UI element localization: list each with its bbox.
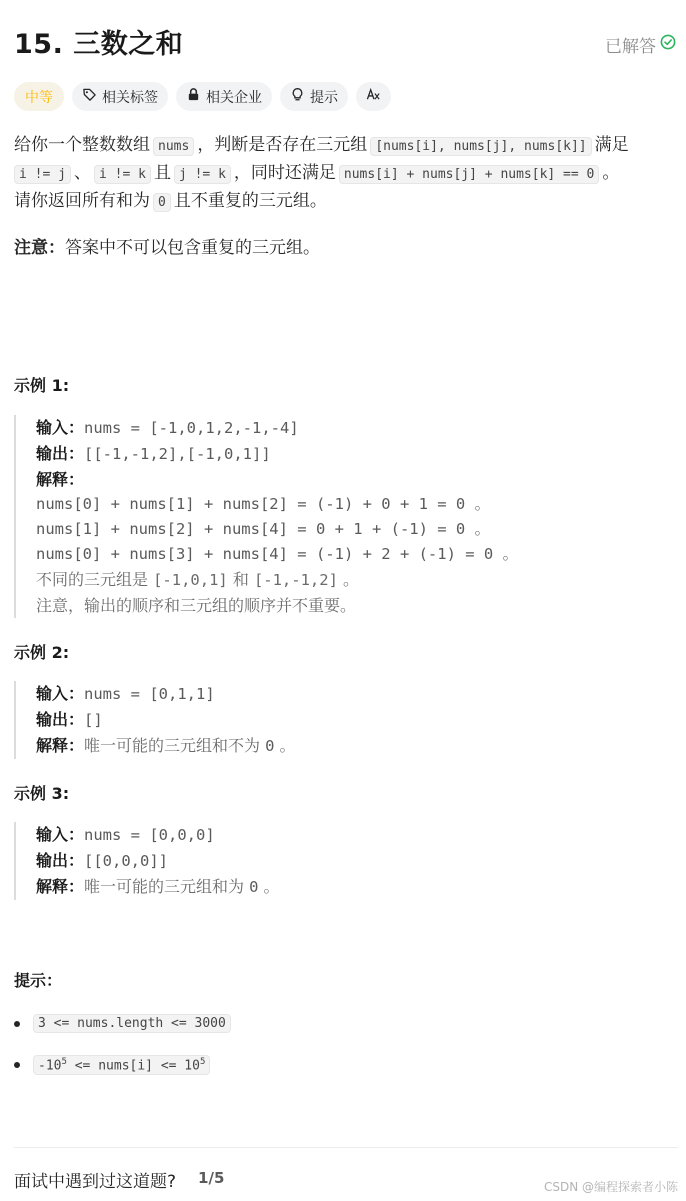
constraint-code: 3 <= nums.length <= 3000: [33, 1014, 231, 1033]
explain-order-note: 注意，输出的顺序和三元组的顺序并不重要。: [36, 596, 357, 615]
constraints-heading: 提示：: [14, 971, 63, 990]
watermark: CSDN @编程探索者小陈: [543, 1180, 678, 1194]
explain-line: nums[1] + nums[2] + nums[4] = 0 + 1 + (-1) = 0 。: [36, 520, 491, 538]
desc-text: 且不重复的三元组。: [173, 191, 327, 211]
exponent: 5: [61, 1057, 67, 1067]
inline-code: nums[i] + nums[j] + nums[k] == 0: [339, 165, 599, 184]
hint-button[interactable]: [280, 82, 348, 111]
example-2-block: [14, 681, 296, 759]
desc-text: 且: [153, 163, 171, 183]
solved-status: [605, 32, 676, 57]
explain-code: 0: [265, 737, 275, 755]
explain-code: [-1,0,1]: [153, 571, 228, 589]
constraint-code: [33, 1055, 210, 1075]
tag-row: [14, 82, 391, 111]
check-circle-icon: [660, 34, 676, 55]
inline-code: i != j: [14, 165, 71, 184]
interview-count: 1/5: [198, 1169, 225, 1187]
related-companies-label: 相关企业: [206, 89, 262, 106]
desc-text: 、: [73, 163, 91, 183]
explain-text: 和: [227, 570, 254, 589]
output-value: [[-1,-1,2],[-1,0,1]]: [84, 445, 271, 463]
inline-code: [nums[i], nums[j], nums[k]]: [370, 137, 591, 156]
explain-line: nums[0] + nums[1] + nums[2] = (-1) + 0 + 1 = 0 。: [36, 495, 491, 513]
hint-label: 提示: [310, 89, 338, 106]
bullet-dot: [14, 1021, 20, 1027]
desc-text: 给你一个整数数组: [14, 135, 150, 155]
explain-line: nums[0] + nums[3] + nums[4] = (-1) + 2 + (-1) = 0 。: [36, 545, 519, 563]
example-3-heading: 示例 3:: [14, 784, 70, 803]
input-label: 输入：: [36, 684, 85, 703]
note-line: [14, 233, 320, 258]
desc-text: 请你返回所有和为: [14, 191, 150, 211]
inline-code: nums: [153, 137, 194, 156]
note-label: 注意：: [14, 238, 65, 258]
input-label: 输入：: [36, 825, 85, 844]
explain-code: [-1,-1,2]: [253, 571, 338, 589]
explain-text: 唯一可能的三元组和为: [84, 877, 250, 896]
inline-code: i != k: [94, 165, 151, 184]
tag-icon: [82, 87, 97, 106]
interview-question-text: 面试中遇到过这道题?: [14, 1172, 177, 1192]
note-text: 答案中不可以包含重复的三元组。: [65, 238, 320, 258]
explain-code: 0: [249, 878, 259, 896]
lightbulb-icon: [290, 87, 305, 106]
problem-title: 15. 三数之和: [14, 29, 184, 60]
output-value: []: [84, 711, 103, 729]
exponent: 5: [199, 1057, 206, 1067]
explain-label: 解释：: [36, 470, 85, 489]
input-value: nums = [0,1,1]: [84, 685, 215, 703]
output-label: 输出：: [36, 851, 85, 870]
output-value: [[0,0,0]]: [84, 852, 169, 870]
lock-icon: [186, 87, 201, 106]
example-1-heading: 示例 1:: [14, 376, 70, 395]
constraint-text: -10: [38, 1058, 62, 1074]
constraint-item: [14, 1014, 231, 1033]
desc-text: ，同时还满足: [233, 163, 336, 183]
translate-button[interactable]: [356, 82, 391, 111]
constraint-text: <= nums[i] <= 10: [66, 1058, 200, 1074]
related-companies-button[interactable]: [176, 82, 272, 111]
explain-text: 唯一可能的三元组和不为: [84, 736, 266, 755]
example-3-block: [14, 822, 280, 900]
divider: [14, 1147, 678, 1148]
explain-text: 。: [258, 877, 280, 896]
translate-icon: [366, 87, 381, 106]
explain-text: 。: [337, 570, 360, 589]
input-value: nums = [0,0,0]: [84, 826, 215, 844]
explain-label: 解释：: [36, 877, 85, 896]
output-label: 输出：: [36, 710, 85, 729]
example-1-block: [14, 415, 518, 618]
difficulty-badge[interactable]: 中等: [14, 82, 64, 111]
explain-distinct: [36, 567, 518, 593]
explain-text: 。: [274, 736, 296, 755]
inline-code: 0: [153, 193, 171, 212]
constraint-item: [14, 1055, 210, 1075]
input-value: nums = [-1,0,1,2,-1,-4]: [84, 419, 299, 437]
desc-text: 满足: [594, 135, 629, 155]
desc-text: 。: [602, 163, 620, 183]
desc-text: ，判断是否存在三元组: [197, 135, 368, 155]
explain-text: 不同的三元组是: [36, 570, 154, 589]
problem-description: [14, 132, 679, 216]
example-2-heading: 示例 2:: [14, 643, 70, 662]
related-tags-button[interactable]: [72, 82, 168, 111]
interview-question-row[interactable]: [14, 1167, 224, 1192]
output-label: 输出：: [36, 444, 85, 463]
bullet-dot: [14, 1062, 20, 1068]
solved-label: 已解答: [605, 37, 656, 57]
related-tags-label: 相关标签: [102, 89, 158, 106]
inline-code: j != k: [174, 165, 231, 184]
explain-label: 解释：: [36, 736, 85, 755]
input-label: 输入：: [36, 418, 85, 437]
